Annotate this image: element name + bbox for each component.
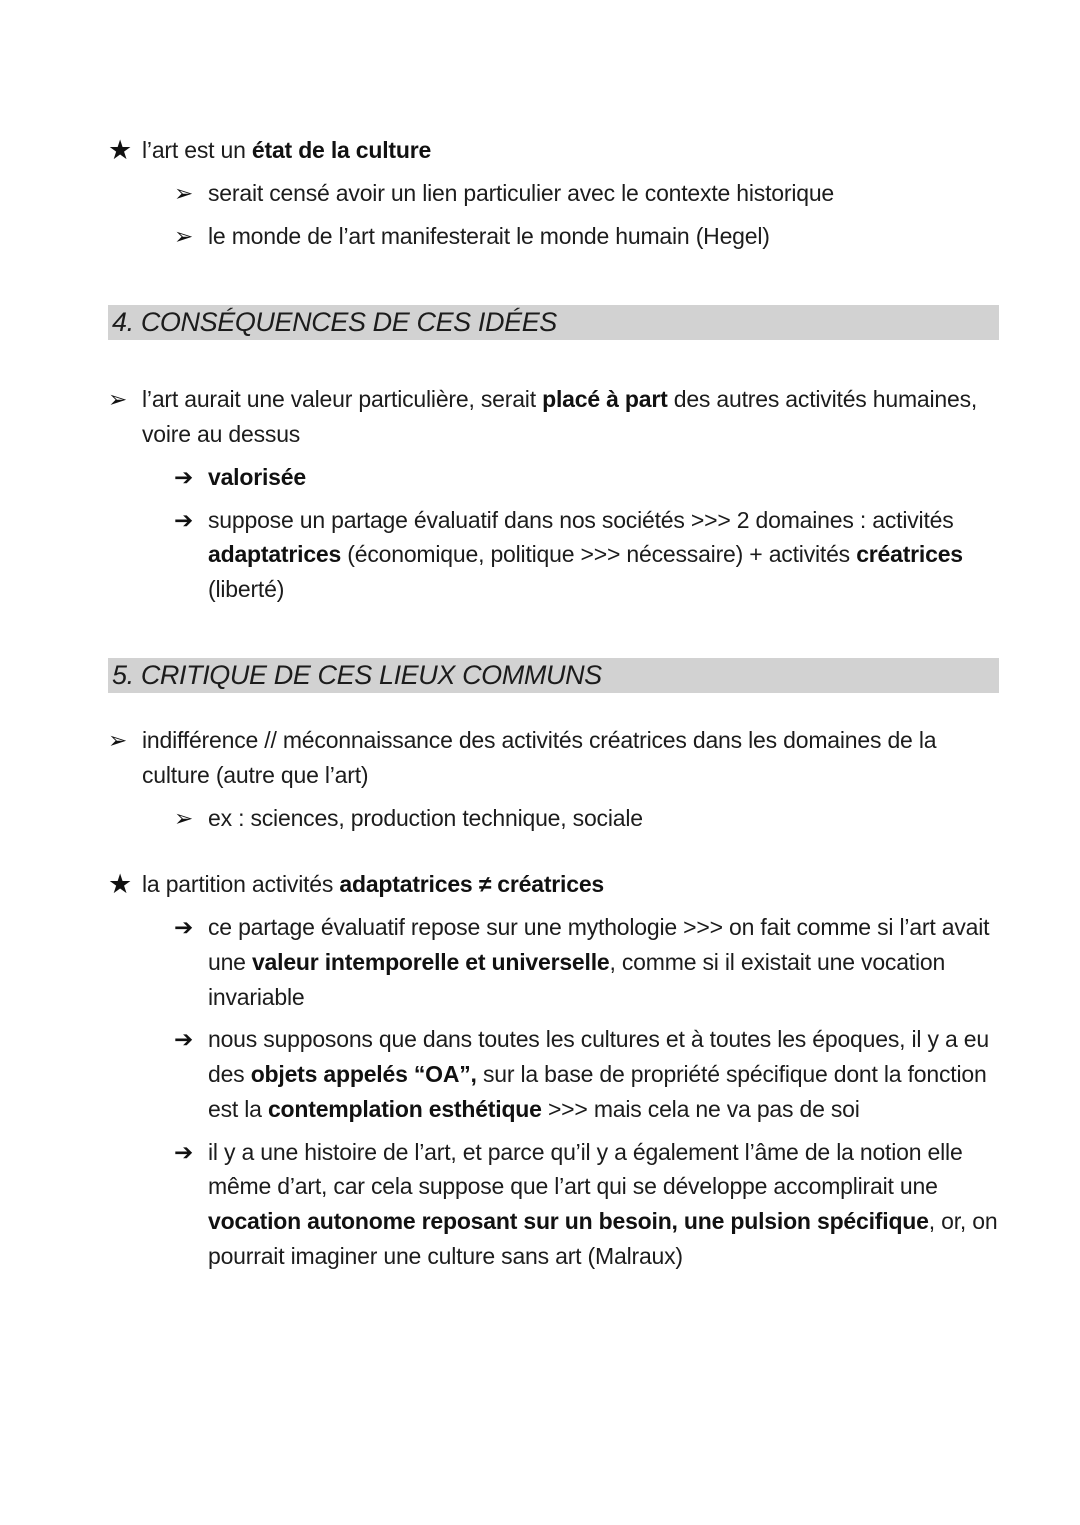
bold-text: valorisée bbox=[208, 464, 306, 490]
text-line: serait censé avoir un lien particulier avec le contexte historique bbox=[208, 180, 835, 206]
text-line: culture (autre que l’art) bbox=[142, 762, 369, 788]
text-line bbox=[208, 1092, 860, 1127]
text-line: nous supposons que dans toutes les cultures et à toutes les époques, il y a eu bbox=[208, 1026, 989, 1052]
text-line: invariable bbox=[208, 984, 305, 1010]
text-line bbox=[142, 867, 604, 902]
text-line bbox=[142, 133, 431, 168]
text-line bbox=[208, 1204, 997, 1239]
bold-text: adaptatrices ≠ créatrices bbox=[339, 871, 605, 897]
section-heading: 4. CONSÉQUENCES DE CES IDÉES bbox=[112, 307, 557, 337]
text-line: indifférence // méconnaissance des activités créatrices dans les domaines de la bbox=[142, 727, 937, 753]
section-heading-bar bbox=[108, 658, 999, 693]
text-line: même d’art, car cela suppose que l’art qui se développe accomplirait une bbox=[208, 1173, 938, 1199]
text-line bbox=[208, 1057, 987, 1092]
bold-text: état de la culture bbox=[251, 137, 432, 163]
star-bullet-icon: ★ bbox=[108, 135, 133, 165]
text-span: , comme si il existait une vocation bbox=[609, 949, 946, 975]
text-line: le monde de l’art manifesterait le monde humain (Hegel) bbox=[208, 223, 770, 249]
bold-text: adaptatrices bbox=[208, 541, 342, 567]
arrowhead-bullet-icon: ➢ bbox=[108, 727, 128, 753]
text-span: sur la base de propriété spécifique dont la fonction bbox=[476, 1061, 987, 1087]
text-span: , or, on bbox=[928, 1208, 998, 1234]
arrow-bullet-icon: ➔ bbox=[174, 1026, 194, 1052]
text-span: l’art est un bbox=[142, 137, 252, 163]
arrowhead-bullet-icon: ➢ bbox=[174, 180, 194, 206]
text-span: une bbox=[208, 949, 252, 975]
text-line: il y a une histoire de l’art, et parce qu’il y a également l’âme de la notion elle bbox=[208, 1139, 963, 1165]
arrowhead-bullet-icon: ➢ bbox=[174, 223, 194, 249]
text-line bbox=[142, 382, 977, 417]
text-line: ce partage évaluatif repose sur une mythologie >>> on fait comme si l’art avait bbox=[208, 914, 990, 940]
star-bullet-icon: ★ bbox=[108, 869, 133, 899]
bold-text: placé à part bbox=[542, 386, 668, 412]
bold-text: valeur intemporelle et universelle bbox=[251, 949, 610, 975]
text-span: la partition activités bbox=[142, 871, 340, 897]
bold-text: vocation autonome reposant sur un besoin, une pulsion spécifique bbox=[208, 1208, 929, 1234]
text-span: est la bbox=[208, 1096, 268, 1122]
arrowhead-bullet-icon: ➢ bbox=[174, 805, 194, 831]
section-heading: 5. CRITIQUE DE CES LIEUX COMMUNS bbox=[112, 660, 602, 690]
arrow-bullet-icon: ➔ bbox=[174, 507, 194, 533]
arrow-bullet-icon: ➔ bbox=[174, 464, 194, 490]
text-line: suppose un partage évaluatif dans nos sociétés >>> 2 domaines : activités bbox=[208, 507, 954, 533]
text-line bbox=[208, 537, 963, 572]
bold-text: créatrices bbox=[856, 541, 963, 567]
text-span: (économique, politique >>> nécessaire) + activités bbox=[341, 541, 857, 567]
arrow-bullet-icon: ➔ bbox=[174, 1139, 194, 1165]
section-heading-bar bbox=[108, 305, 999, 340]
bold-text: contemplation esthétique bbox=[267, 1096, 542, 1122]
bold-text: objets appelés “OA”, bbox=[250, 1061, 477, 1087]
text-line: pourrait imaginer une culture sans art (Malraux) bbox=[208, 1243, 683, 1269]
text-line: ex : sciences, production technique, sociale bbox=[208, 805, 643, 831]
text-line bbox=[208, 945, 945, 980]
text-span: l’art aurait une valeur particulière, serait bbox=[142, 386, 543, 412]
text-span: des autres activités humaines, bbox=[667, 386, 978, 412]
text-span: >>> mais cela ne va pas de soi bbox=[541, 1096, 860, 1122]
arrow-bullet-icon: ➔ bbox=[174, 914, 194, 940]
arrowhead-bullet-icon: ➢ bbox=[108, 386, 128, 412]
text-line: (liberté) bbox=[208, 576, 285, 602]
text-span: des bbox=[208, 1061, 251, 1087]
text-line: voire au dessus bbox=[142, 421, 301, 447]
